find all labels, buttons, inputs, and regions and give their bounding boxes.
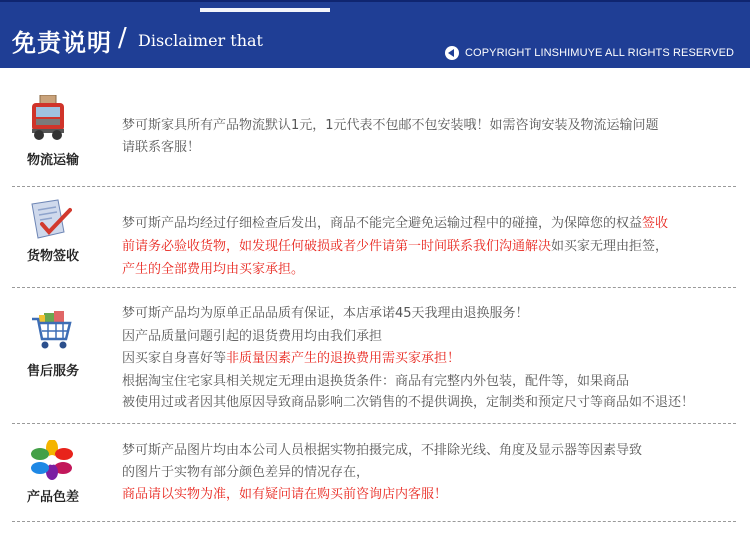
text-run: 梦可斯家具所有产品物流默认1元，1元代表不包邮不包安装哦！如需咨询安装及物流运输问题 <box>122 118 659 133</box>
back-arrow-icon <box>445 46 459 60</box>
section-label-color-difference: 产品色差 <box>26 490 79 505</box>
section-label-logistics: 物流运输 <box>26 153 79 168</box>
section-divider <box>12 521 736 522</box>
signing-line-2 <box>122 235 668 254</box>
section-divider <box>12 423 736 424</box>
header-top-line <box>0 0 750 2</box>
text-run-red: 前请务必验收货物，如发现任何破损或者少件请第一时间联系我们沟通解决 <box>122 239 552 254</box>
text-run: 梦可斯产品均经过仔细检查后发出，商品不能完全避免运输过程中的碰撞，为保障您的权益 <box>122 216 643 231</box>
text-run-red: 签收 <box>642 216 669 231</box>
shopping-cart-icon <box>30 311 72 355</box>
aftersales-line-2 <box>122 325 382 344</box>
section-divider <box>12 186 736 187</box>
signing-line-3 <box>122 258 304 277</box>
text-run: 梦可斯产品图片均由本公司人员根据实物拍摄完成，不排除光线、角度及显示器等因素导致 <box>122 443 643 458</box>
header-highlight <box>200 8 330 12</box>
page-subtitle: Disclaimer that <box>138 31 263 50</box>
aftersales-line-4 <box>122 370 629 389</box>
delivery-truck-icon <box>30 95 66 145</box>
section-label-delivery-signing: 货物签收 <box>26 249 79 264</box>
text-run: 因买家自身喜好等 <box>122 351 227 366</box>
title-separator: / <box>118 23 127 53</box>
color-line-3 <box>122 483 447 502</box>
text-run-red: 非质量因素产生的退换费用需买家承担！ <box>226 351 461 366</box>
text-run: 被使用过或者因其他原因导致商品影响二次销售的不提供调换，定制类和预定尺寸等商品如不退还！ <box>122 395 695 410</box>
text-run: 根据淘宝住宅家具相关规定无理由退换货条件：商品有完整内外包装，配件等，如果商品 <box>122 374 630 389</box>
text-run-red: 产生的全部费用均由买家承担。 <box>122 262 305 277</box>
page-title: 免责说明 <box>12 29 112 57</box>
text-run: 如买家无理由拒签， <box>551 239 669 254</box>
aftersales-line-3 <box>122 347 460 366</box>
copyright-text: COPYRIGHT LINSHIMUYE ALL RIGHTS RESERVED <box>465 47 735 59</box>
document-check-icon <box>28 198 72 244</box>
text-run: 梦可斯产品均为原单正品品质有保证，本店承诺45天我理由退换服务！ <box>122 306 529 321</box>
header-banner <box>0 0 750 68</box>
aftersales-line-5 <box>122 391 694 410</box>
copyright-notice <box>445 45 734 61</box>
text-run: 请联系客服！ <box>122 140 201 155</box>
signing-line-1 <box>122 212 668 231</box>
section-divider <box>12 287 736 288</box>
section-label-after-sales: 售后服务 <box>26 364 79 379</box>
text-run-red: 商品请以实物为准，如有疑问请在购买前咨询店内客服！ <box>122 487 448 502</box>
logistics-line-1 <box>122 114 659 133</box>
aftersales-line-1 <box>122 302 529 321</box>
text-run: 因产品质量问题引起的退货费用均由我们承担 <box>122 329 383 344</box>
color-line-2 <box>122 461 369 480</box>
logistics-line-2 <box>122 136 200 155</box>
color-wheel-icon <box>30 440 74 484</box>
text-run: 的图片于实物有部分颜色差异的情况存在， <box>122 465 370 480</box>
color-line-1 <box>122 439 642 458</box>
